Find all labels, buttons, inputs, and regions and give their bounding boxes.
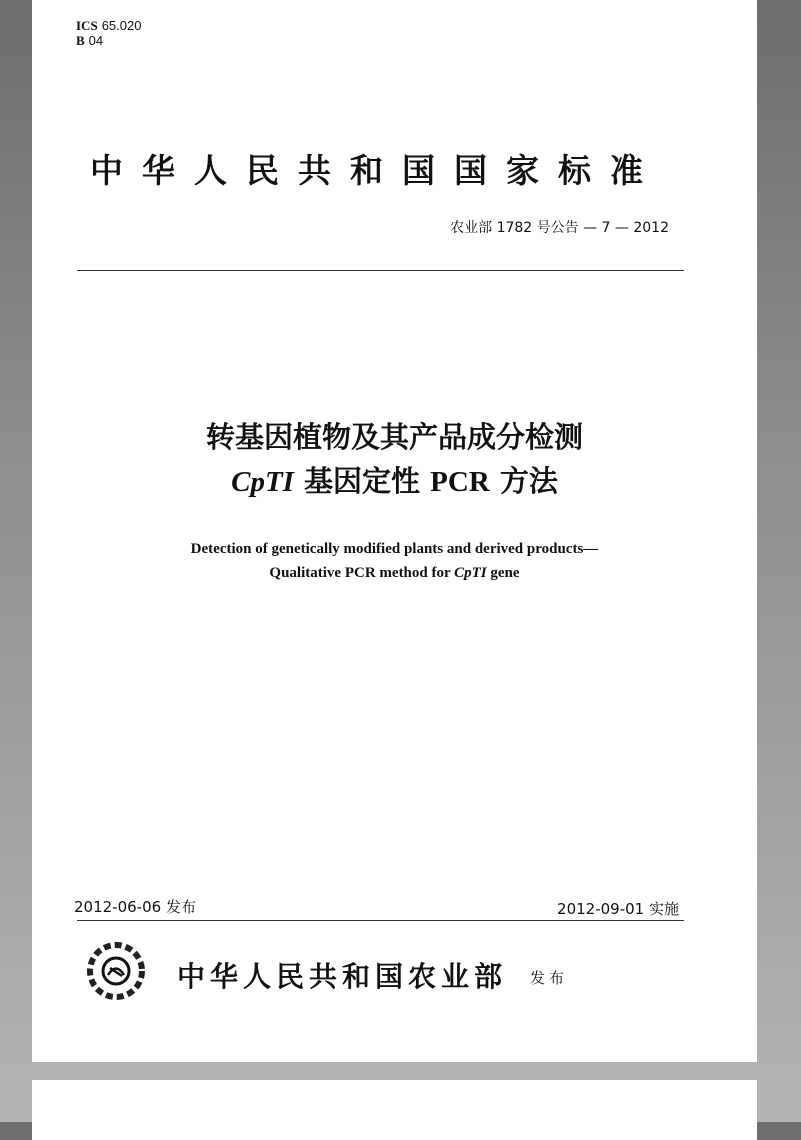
chinese-title-end: 方法: [489, 464, 558, 498]
document-page-1: [32, 0, 757, 1062]
pcr-text: PCR: [430, 466, 490, 498]
chinese-title-text: 基因定性: [293, 464, 431, 498]
english-title-post: gene: [486, 565, 520, 581]
english-title-line1: Detection of genetically modified plants and derived products—: [190, 541, 599, 557]
gene-name: CpTI: [231, 466, 294, 498]
classification-codes: [76, 18, 141, 48]
english-title-pre: Qualitative PCR method for: [269, 565, 455, 581]
issuing-authority: 中华人民共和国农业部: [177, 960, 508, 993]
issue-label: 发布: [530, 969, 569, 987]
publish-date: 2012-06-06 发布: [74, 898, 196, 916]
divider: [77, 270, 684, 271]
standard-code: 农业部 1782 号公告 — 7 — 2012: [450, 220, 669, 236]
gene-name-en: CpTI: [454, 565, 487, 581]
ics-code: 65.020: [101, 18, 142, 33]
chinese-title-line1: 转基因植物及其产品成分检测: [205, 420, 583, 454]
english-title: [32, 537, 757, 585]
implement-date: 2012-09-01 实施: [557, 900, 679, 918]
document-page-2: [32, 1080, 757, 1140]
chinese-title: [32, 415, 757, 504]
ministry-emblem-icon: [87, 942, 145, 1000]
standard-title: 中华人民共和国国家标准: [90, 151, 662, 190]
ccs-label: B: [76, 33, 85, 48]
divider: [77, 920, 684, 921]
ccs-code: 04: [88, 33, 104, 48]
ics-label: ICS: [76, 18, 98, 33]
